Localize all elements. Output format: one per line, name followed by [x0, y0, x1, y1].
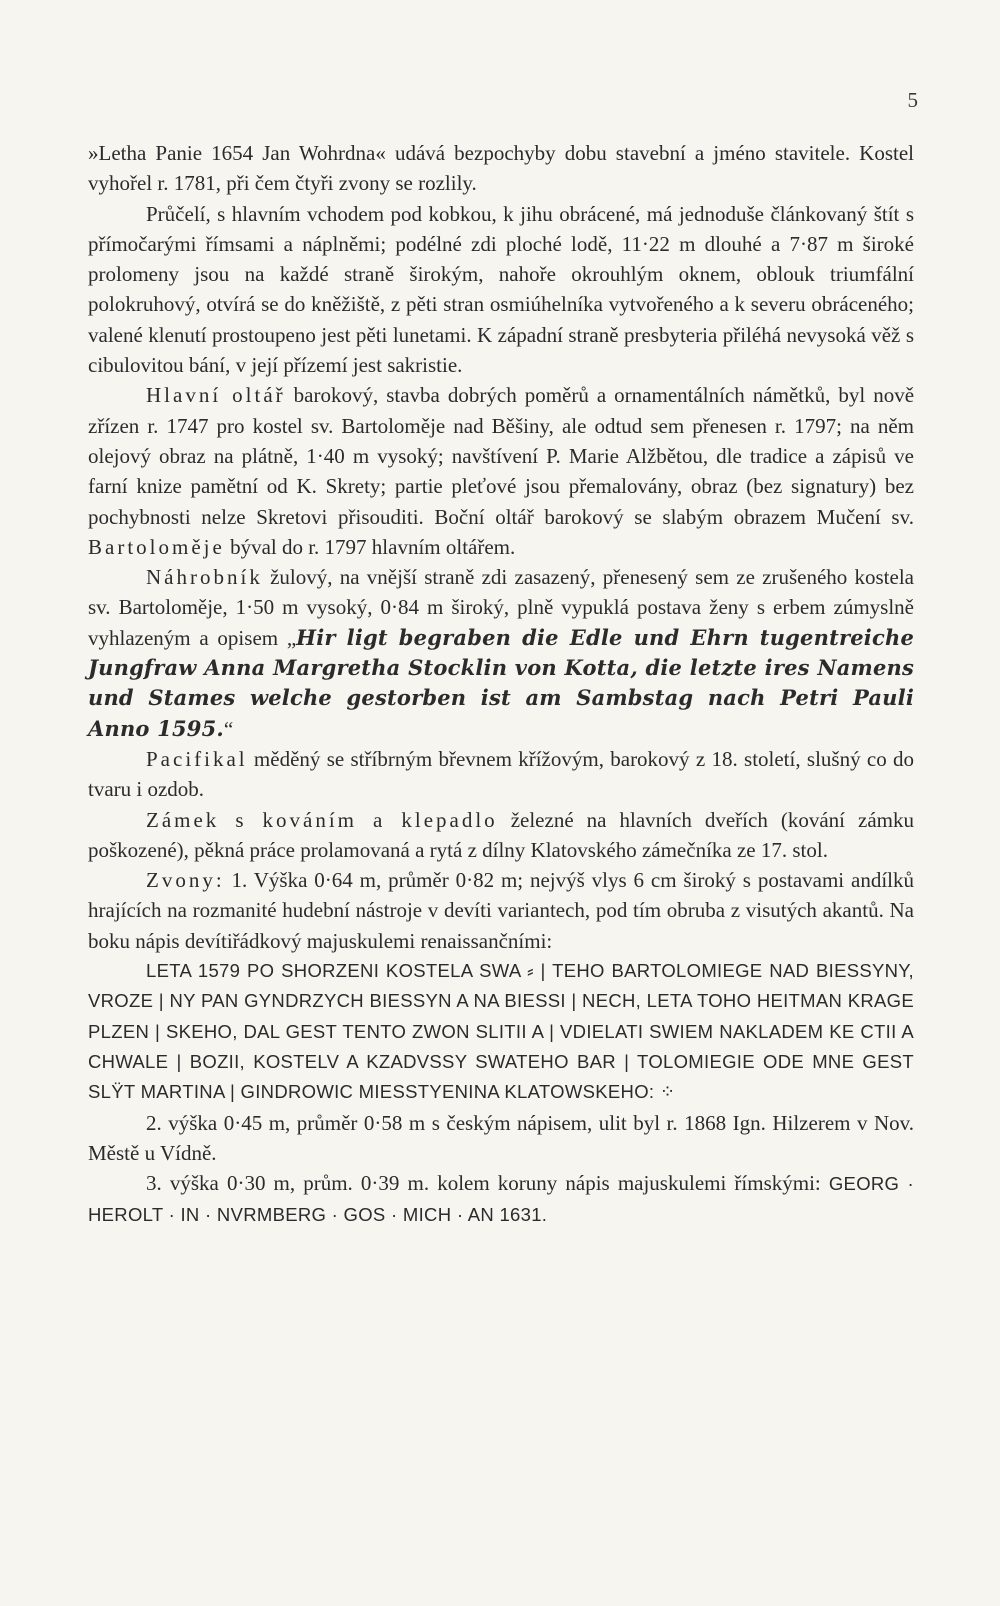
bell-inscription: LETA 1579 PO SHORZENI KOSTELA SWA ⸗ | TEHO BARTOLOMIEGE NAD BIESSYNY, VROZE | NY PAN GYNDRZYCH BIESSYN A NA BIESSI | NECH, LETA TOHO HEITMAN KRAGE PLZEN | SKEHO, DAL GEST TENTO ZWON SLITII A | VDIELATI SWIEM NAKLADEM KE CTII A CHWALE | BOZII, KOSTELV A KZADVSSY SWATEHO BAR | TOLOMIEGIE ODE MNE GEST SLŸT MARTINA | GINDROWIC MIESSTYENINA KLATOWSKEHO: ⁘ — [88, 960, 914, 1103]
tombstone-inscription: Hir ligt begraben die Edle und Ehrn tugentreiche Jungfraw Anna Margretha Stocklin von Kotta, die letzte ires Namens und Stames welche gestorben ist am Sambstag nach Petri Pauli Anno 1595. — [88, 624, 915, 741]
heading-pacifical: Pacifikal — [146, 746, 248, 771]
main-altar-text-end: býval do r. 1797 hlavním oltářem. — [224, 534, 516, 559]
saint-name: Bartoloměje — [88, 534, 225, 559]
body-text — [88, 138, 914, 1231]
heading-bells: Zvony: — [146, 868, 225, 893]
heading-main-altar: Hlavní oltář — [146, 383, 286, 408]
paragraph-bells — [88, 865, 914, 956]
paragraph-architecture: Průčelí, s hlavním vchodem pod kobkou, k jihu obrácené, má jednoduše článkovaný štít s přímočarými římsami a náplněmi; podélné zdi ploché lodě, 11·22 m dlouhé a 7·87 m široké prolomeny jsou na každé straně širokým, nahoře okrouhlým oknem, oblouk triumfální polokruhový, otvírá se do kněžiště, z pěti stran osmiúhelníka vytvořeného a k severu obráceného; valené klenutí prostoupeno jest pěti lunetami. K západní straně presbyteria přiléhá nevysoká věž s cibulovitou bání, v její přízemí jest sakristie. — [88, 201, 914, 378]
pacifical-text: měděný se stříbrným břevnem křížovým, barokový z 18. století, slušný co do tvaru i ozdob. — [88, 746, 914, 802]
main-altar-text: barokový, stavba dobrých poměrů a ornamentálních námětků, byl nově zřízen r. 1747 pro kostel sv. Bartoloměje nad Běšiny, ale odtud sem přenesen r. 1797; na něm olejový obraz na plátně, 1·40 m vysoký; navštívení P. Marie Alžbětou, dle tradice a zápisů ve farní knize pamětní od K. Skrety; partie pleťové jsou přemalovány, obraz (bez signatury) bez pochybnosti nelze Skretovi přisouditi. Boční oltář barokový se slabým obrazem Mučení sv. — [88, 383, 915, 529]
paragraph-tombstone — [88, 562, 914, 744]
paragraph-bell-two: 2. výška 0·45 m, průměr 0·58 m s českým nápisem, ulit byl r. 1868 Ign. Hilzerem v Nov. Městě u Vídně. — [88, 1110, 914, 1165]
paragraph-main-altar — [88, 380, 914, 562]
heading-tombstone: Náhrobník — [146, 565, 263, 590]
page-number: 5 — [907, 88, 918, 112]
bell-three-inscription: GEORG · HEROLT · IN · NVRMBERG · GOS · MICH · AN 1631. — [88, 1173, 914, 1226]
lock-text: železné na hlavních dveřích (kování zámku poškozené), pěkná práce prolamovaná a rytá z dílny Klatovského zámečníka ze 17. stol. — [88, 807, 914, 862]
paragraph-bell-three — [88, 1168, 914, 1231]
paragraph-pacifical — [88, 744, 914, 805]
bell-three-text: 3. výška 0·30 m, prům. 0·39 m. kolem koruny nápis majuskulemi římskými: — [146, 1171, 829, 1196]
tombstone-text: žulový, na vnější straně zdi zasazený, přenesený sem ze zrušeného kostela sv. Bartoloměje, 1·50 m vysoký, 0·84 m široký, plně vypuklá postava ženy s erbem zúmyslně vyhlazeným a opisem „ — [88, 565, 914, 650]
tombstone-text-end: “ — [223, 716, 234, 741]
heading-lock: Zámek s kováním a klepadlo — [146, 807, 498, 832]
bells-text: 1. Výška 0·64 m, průměr 0·82 m; nejvýš vlys 6 cm široký s postavami andílků hrajících na rozmanité hudební nástroje v devíti variantech, pod tím obruba z visutých akantů. Na boku nápis devítiřádkový majuskulemi renaissančními: — [88, 868, 914, 953]
paragraph-lock — [88, 805, 914, 866]
paragraph-founding: »Letha Panie 1654 Jan Wohrdna« udává bezpochyby dobu stavební a jméno stavitele. Kostel vyhořel r. 1781, při čem čtyři zvony se rozlily. — [88, 141, 914, 196]
